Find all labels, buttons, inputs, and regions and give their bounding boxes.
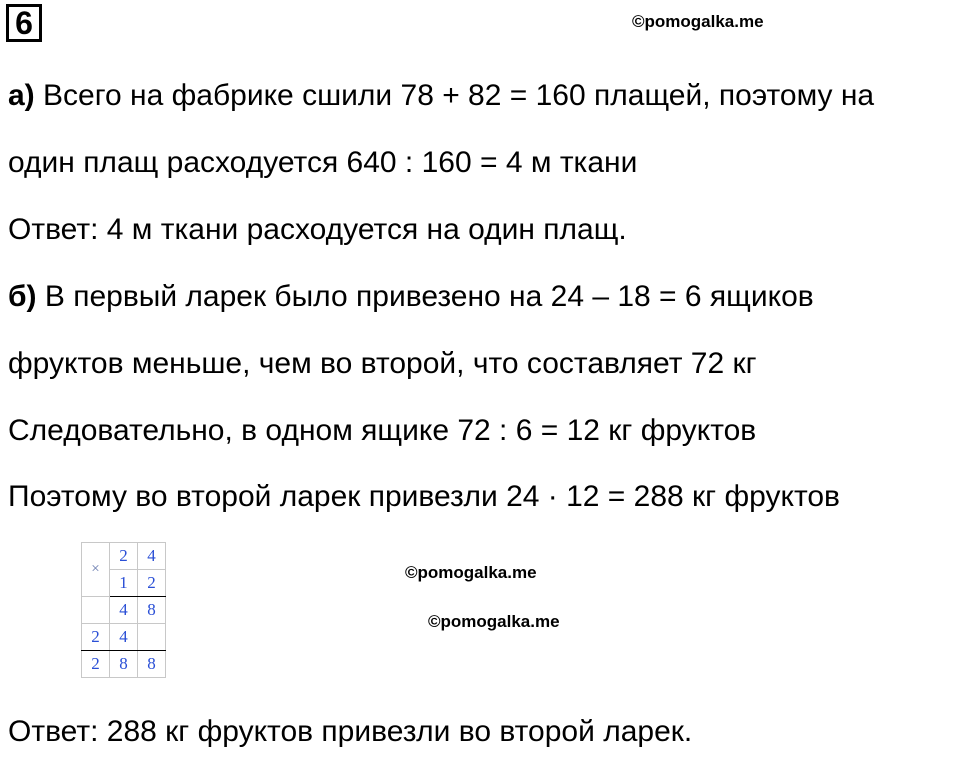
calc-row-partial-1 — [82, 597, 166, 624]
calc-digit: 2 — [110, 543, 138, 570]
part-b-line-1 — [8, 279, 814, 315]
watermark-top: ©pomogalka.me — [632, 12, 764, 31]
part-b-text-1: В первый ларек было привезено на 24 – 18 = 6 ящиков — [36, 280, 814, 313]
column-multiplication — [81, 542, 166, 678]
part-a-line-1 — [8, 78, 874, 114]
calc-digit: 1 — [110, 570, 138, 597]
calc-digit: 8 — [138, 597, 166, 624]
part-b-line-4: Поэтому во второй ларек привезли 24 · 12 = 288 кг фруктов — [8, 480, 840, 513]
calc-digit: 8 — [138, 651, 166, 678]
part-a-label: а) — [8, 79, 35, 112]
calc-row-partial-2 — [82, 624, 166, 651]
task-number: 6 — [15, 5, 33, 41]
calc-digit — [138, 624, 166, 651]
calc-row-result — [82, 651, 166, 678]
watermark-middle-2: ©pomogalka.me — [428, 612, 560, 631]
calc-digit: 4 — [110, 624, 138, 651]
part-a-answer: Ответ: 4 м ткани расходуется на один плащ. — [8, 213, 627, 246]
part-b-line-3: Следовательно, в одном ящике 72 : 6 = 12 кг фруктов — [8, 414, 757, 447]
calc-digit: 8 — [110, 651, 138, 678]
part-b-line-2: фруктов меньше, чем во второй, что составляет 72 кг — [8, 347, 757, 380]
calc-row-multiplicand — [82, 543, 166, 570]
calc-digit: 2 — [138, 570, 166, 597]
part-a-text-1: Всего на фабрике сшили 78 + 82 = 160 плащей, поэтому на — [34, 79, 875, 112]
calc-digit: 4 — [138, 543, 166, 570]
part-a-line-2: один плащ расходуется 640 : 160 = 4 м ткани — [8, 146, 638, 179]
multiplication-sign: × — [82, 543, 110, 597]
task-number-box — [6, 4, 42, 42]
calc-digit: 2 — [82, 651, 110, 678]
part-b-answer: Ответ: 288 кг фруктов привезли во второй ларек. — [8, 715, 693, 748]
calc-digit: 2 — [82, 624, 110, 651]
calc-digit: 4 — [110, 597, 138, 624]
watermark-middle-1: ©pomogalka.me — [405, 563, 537, 582]
part-b-label: б) — [8, 280, 37, 313]
calc-digit — [82, 597, 110, 624]
